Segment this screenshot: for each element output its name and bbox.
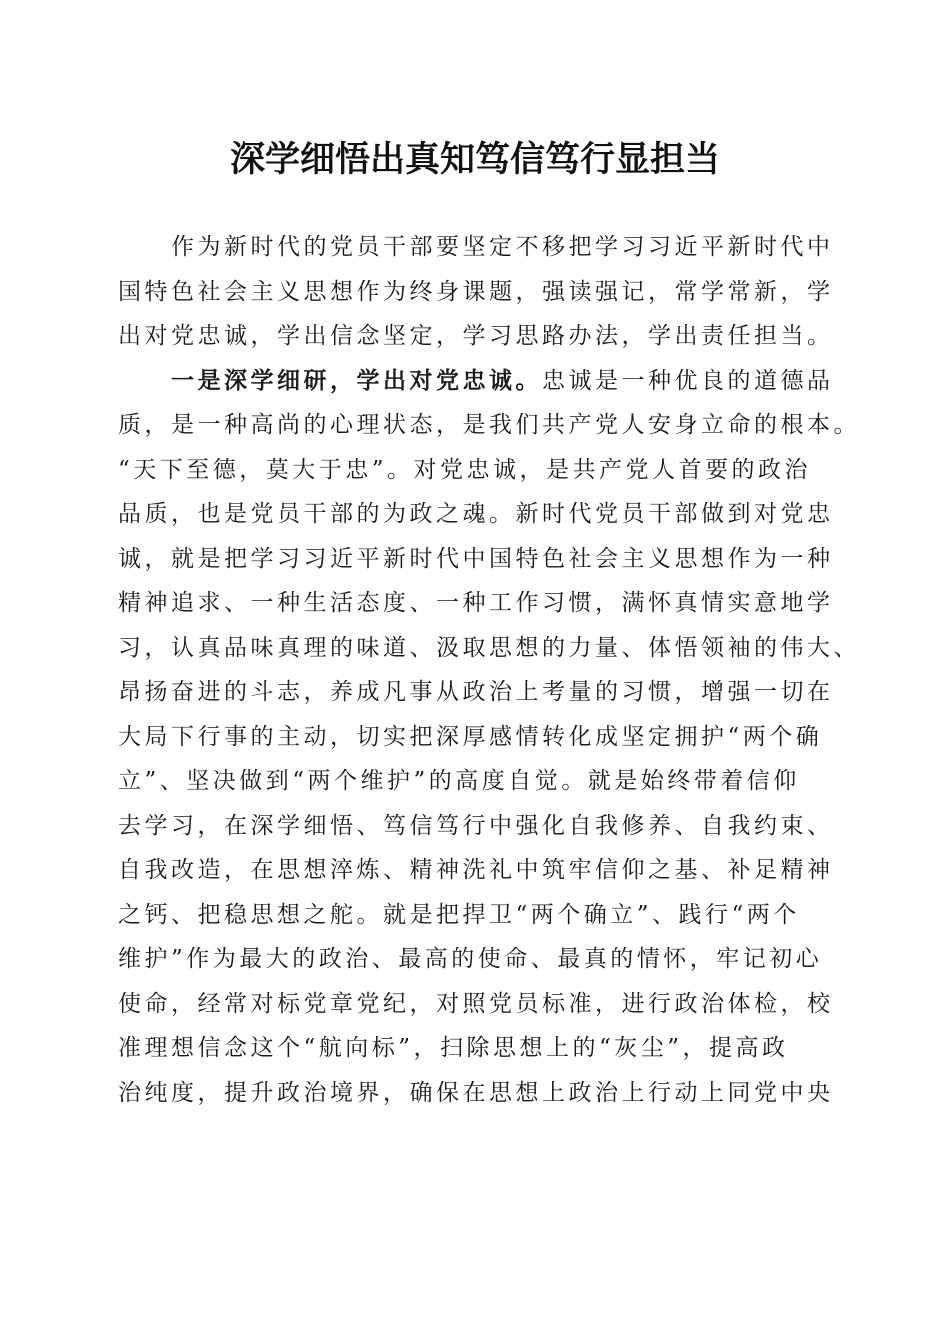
section-1-line: 去学习，在深学细悟、笃信笃行中强化自我修养、自我约束、	[118, 812, 834, 839]
section-1-first-line	[118, 359, 834, 404]
document-title: 深学细悟出真知笃信笃行显担当	[229, 139, 720, 180]
section-1-line: 昂扬奋进的斗志，养成凡事从政治上考量的习惯，增强一切在	[118, 679, 834, 705]
section-1-first-line-rest: 忠诚是一种优良的道德品	[542, 367, 834, 394]
section-1-line: 大局下行事的主动，切实把深厚感情转化成坚定拥护“两个确	[118, 723, 823, 750]
section-1-heading: 一是深学细研，学出对党忠诚。	[171, 366, 542, 394]
section-1-line: 立”、坚决做到“两个维护”的高度自觉。就是始终带着信仰	[118, 768, 800, 794]
section-1-line: 品质，也是党员干部的为政之魂。新时代党员干部做到对党忠	[118, 501, 834, 527]
section-1-line: 习，认真品味真理的味道、汲取思想的力量、体悟领袖的伟大、	[118, 634, 860, 661]
section-1-line: 治纯度，提升政治境界，确保在思想上政治上行动上同党中央	[118, 1079, 834, 1106]
intro-line: 国特色社会主义思想作为终身课题，强读强记，常学常新，学	[118, 278, 834, 305]
section-1-line: “天下至德，莫大于忠”。对党忠诚，是共产党人首要的政治	[118, 456, 812, 483]
section-1-line: 质，是一种高尚的心理状态，是我们共产党人安身立命的根本。	[118, 412, 860, 438]
section-1-line: 之钙、把稳思想之舵。就是把捍卫“两个确立”、践行“两个	[118, 901, 800, 928]
section-1-line: 精神追求、一种生活态度、一种工作习惯，满怀真情实意地学	[118, 590, 834, 616]
section-1-line: 使命，经常对标党章党纪，对照党员标准，进行政治体检，校	[118, 990, 834, 1017]
section-1-line: 维护”作为最大的政治、最高的使命、最真的情怀，牢记初心	[118, 946, 823, 972]
section-1-line: 准理想信念这个“航向标”，扫除思想上的“灰尘”，提高政	[118, 1035, 789, 1061]
section-1-line: 诚，就是把学习习近平新时代中国特色社会主义思想作为一种	[118, 545, 834, 572]
intro-line: 出对党忠诚，学出信念坚定，学习思路办法，学出责任担当。	[118, 323, 834, 349]
document-body	[118, 225, 860, 1115]
intro-line: 作为新时代的党员干部要坚定不移把学习习近平新时代中	[171, 234, 834, 260]
section-1-line: 自我改造，在思想淬炼、精神洗礼中筑牢信仰之基、补足精神	[118, 857, 834, 883]
